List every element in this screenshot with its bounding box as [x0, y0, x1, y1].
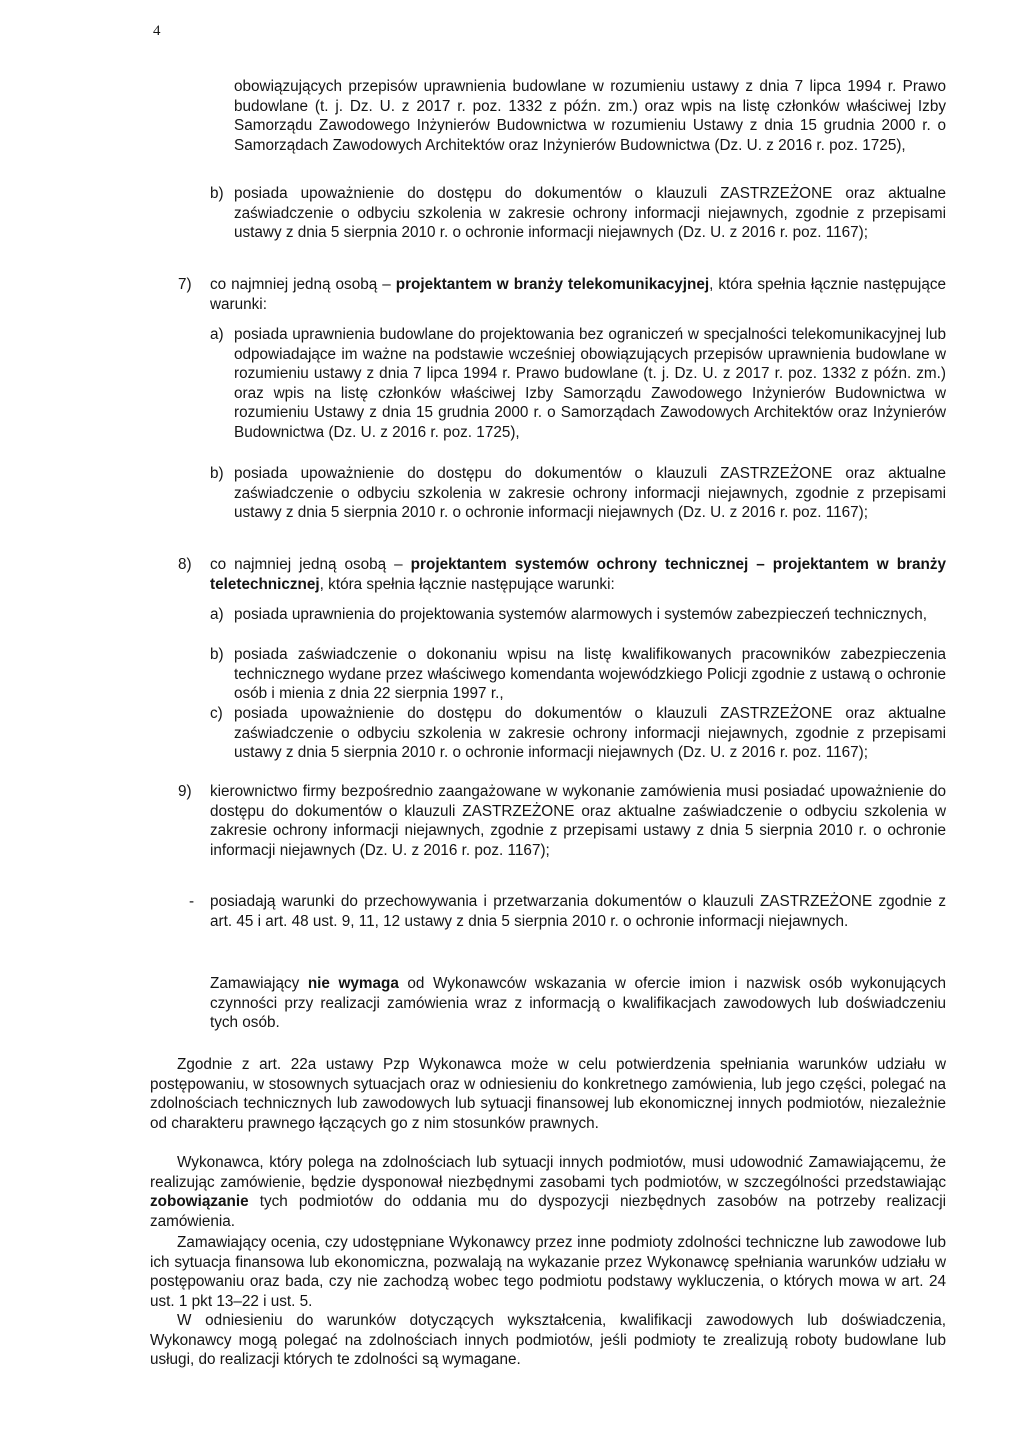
item7-intro: co najmniej jedną osobą –: [210, 276, 391, 293]
requirement-note: [210, 974, 946, 1033]
paragraph-obligation: [150, 1153, 946, 1231]
paragraph-qualifications: W odniesieniu do warunków dotyczących wykształcenia, kwalifikacji zawodowych lub doświadczenia, Wykonawcy mogą polegać na zdolnościach innych podmiotów, jeśli podmioty te zrealizują roboty budowlane lub usługi, do realizacji których te zdolności są wymagane.: [150, 1312, 946, 1369]
item8-b-label: b): [210, 646, 224, 663]
item7-a-label: a): [210, 326, 224, 343]
item9-number: 9): [178, 783, 192, 800]
page-number: 4: [153, 23, 161, 39]
paragraph-assessment: Zamawiający ocenia, czy udostępniane Wykonawcy przez inne podmioty zdolności techniczne lub zawodowe lub ich sytuacja finansowa lub ekonomiczna, pozwalają na wykazanie przez Wykonawcę spełniania warunków udziału w postępowaniu oraz bada, czy nie zachodzą wobec tego podmiotu podstawy wykluczenia, o których mowa w art. 24 ust. 1 pkt 13–22 i ust. 5.: [150, 1234, 946, 1310]
paragraph-art22a: Zgodnie z art. 22a ustawy Pzp Wykonawca może w celu potwierdzenia spełniania warunków udziału w postępowaniu, w stosownych sytuacjach oraz w odniesieniu do konkretnego zamówienia, lub jego części, polegać na zdolnościach technicznych lub zawodowych lub sytuacji finansowej lub ekonomicznej innych podmiotów, niezależnie od charakteru prawnego łączących go z nim stosunków prawnych.: [150, 1056, 946, 1132]
dash-item-text: posiadają warunki do przechowywania i przetwarzania dokumentów o klauzuli ZASTRZEŻONE zgodnie z art. 45 i art. 48 ust. 9, 11, 12 ustawy z dnia 5 sierpnia 2010 r. o ochronie informacji niejawnych.: [210, 893, 946, 930]
item8-a-label: a): [210, 606, 224, 623]
p2-after: tych podmiotów do oddania mu do dyspozycji niezbędnych zasobów na potrzeby realizacji zamówienia.: [150, 1193, 946, 1230]
item8-heading: [210, 555, 946, 594]
p2-bold: zobowiązanie: [150, 1193, 249, 1211]
item7-number: 7): [178, 276, 192, 293]
note-bold: nie wymaga: [307, 975, 399, 992]
item7-a-text: posiada uprawnienia budowlane do projektowania bez ograniczeń w specjalności telekomunikacyjnej lub odpowiadające im ważne na podstawie wcześniej obowiązujących przepisów uprawnienia budowlane w rozumieniu ustawy z dnia 7 lipca 1994 r. Prawo budowlane (t. j. Dz. U. z 2017 r. poz. 1332 z późn. zm.) oraz wpis na listę członków właściwej Izby Samorządu Zawodowego Inżynierów Budownictwa w rozumieniu Ustawy z dnia 15 grudnia 2000 r. o Samorządach Zawodowych Architektów oraz Inżynierów Budownictwa (Dz. U. z 2016 r. poz. 1725),: [234, 326, 946, 441]
item8-intro: co najmniej jedną osobą –: [210, 556, 403, 573]
item6-b-text: posiada upoważnienie do dostępu do dokumentów o klauzuli ZASTRZEŻONE oraz aktualne zaświadczenie o odbyciu szkolenia w zakresie ochrony informacji niejawnych, zgodnie z przepisami ustawy z dnia 5 sierpnia 2010 r. o ochronie informacji niejawnych (Dz. U. z 2016 r. poz. 1167);: [234, 185, 946, 242]
item6-a-continuation: obowiązujących przepisów uprawnienia budowlane w rozumieniu ustawy z dnia 7 lipca 1994 r. Prawo budowlane (t. j. Dz. U. z 2017 r. poz. 1332 z późn. zm.) oraz wpis na listę członków właściwej Izby Samorządu Zawodowego Inżynierów Budownictwa w rozumieniu Ustawy z dnia 15 grudnia 2000 r. o Samorządach Zawodowych Architektów oraz Inżynierów Budownictwa (Dz. U. z 2016 r. poz. 1725),: [234, 78, 946, 154]
item8-bold: projektantem systemów ochrony technicznej – projektantem w branży teletechnicznej: [210, 556, 946, 593]
note-before: Zamawiający: [210, 975, 300, 992]
dash-marker: -: [189, 893, 195, 910]
item6-b-label: b): [210, 185, 224, 202]
item7-b-label: b): [210, 465, 224, 482]
item8-number: 8): [178, 556, 192, 573]
item8-b-text: posiada zaświadczenie o dokonaniu wpisu na listę kwalifikowanych pracowników zabezpieczenia technicznego wydane przez właściwego komendanta wojewódzkiego Policji zgodnie z ustawą o ochronie osób i mienia z dnia 22 sierpnia 1997 r.,: [234, 646, 946, 703]
item7-rest: , która spełnia łącznie następujące warunki:: [210, 276, 946, 313]
item9-text: kierownictwo firmy bezpośrednio zaangażowane w wykonanie zamówienia musi posiadać upoważnienie do dostępu do dokumentów o klauzuli ZASTRZEŻONE oraz aktualne zaświadczenie o odbyciu szkolenia w zakresie ochrony informacji niejawnych, zgodnie z przepisami ustawy z dnia 5 sierpnia 2010 r. o ochronie informacji niejawnych (Dz. U. z 2016 r. poz. 1167);: [210, 783, 946, 859]
item8-rest: , która spełnia łącznie następujące warunki:: [319, 575, 615, 593]
item8-c-text: posiada upoważnienie do dostępu do dokumentów o klauzuli ZASTRZEŻONE oraz aktualne zaświadczenie o odbyciu szkolenia w zakresie ochrony informacji niejawnych, zgodnie z przepisami ustawy z dnia 5 sierpnia 2010 r. o ochronie informacji niejawnych (Dz. U. z 2016 r. poz. 1167);: [234, 705, 946, 762]
item8-a-text: posiada uprawnienia do projektowania systemów alarmowych i systemów zabezpieczeń technicznych,: [234, 606, 927, 623]
p2-before: Wykonawca, który polega na zdolnościach lub sytuacji innych podmiotów, musi udowodnić Zamawiającemu, że realizując zamówienie, będzie dysponował niezbędnymi zasobami tych podmiotów, w szczególności przedstawiając: [150, 1154, 946, 1191]
item7-heading: [210, 275, 946, 314]
note-after: od Wykonawców wskazania w ofercie imion i nazwisk osób wykonujących czynności przy realizacji zamówienia wraz z informacją o kwalifikacjach zawodowych lub doświadczeniu tych osób.: [210, 975, 946, 1032]
item7-bold: projektantem w branży telekomunikacyjnej: [395, 276, 710, 293]
item7-b-text: posiada upoważnienie do dostępu do dokumentów o klauzuli ZASTRZEŻONE oraz aktualne zaświadczenie o odbyciu szkolenia w zakresie ochrony informacji niejawnych, zgodnie z przepisami ustawy z dnia 5 sierpnia 2010 r. o ochronie informacji niejawnych (Dz. U. z 2016 r. poz. 1167);: [234, 465, 946, 522]
item8-c-label: c): [210, 705, 223, 722]
